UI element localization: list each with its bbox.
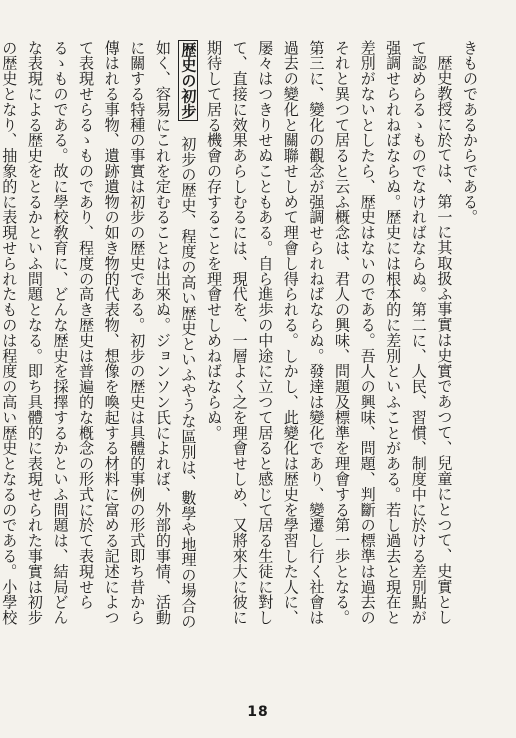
section-elementary-history xyxy=(0,40,200,640)
section-text: 初步の歴史、程度の高い歴史といふやうな區別は、數學や地理の場合の如く、容易にこれを定むることは出來ぬ。ジョンソン氏によれば、外部的事情、活動に關する特種の事實は初步の歴史である。初步の歴史は具體的事例の形式即ち昔から傳はれる事物、遺跡遺物の如き物的代表物、想像を喚起する材料に富める記述によつて表現せらるゝものであり、程度の高き歴史は普遍的な槪念の形式に於て表現せらるゝものである。故に學校敎育に、どんな歴史を採擇するかといふ問題は、結局どんな表現による歴史をとるかといふ問題となる。即ち具體的に表現せられた事實は初步の歴史となり、抽象的に表現せられたものは程度の高い歴史となるのである。小學校 xyxy=(0,40,198,629)
paragraph-history-teaching: 歴史教授に於ては、第一に其取扱ふ事實は史實であつて、兒童にとつて、史實として認めらるゝものでなければならぬ。第二に、人民、習慣、制度中に於ける差別點が强調せられねばならぬ。歴史には根本的に差別といふことがある。若し過去と現在と差別がないとしたら、歴史はないのである。吾人の興味、問題、判斷の標準は過去のそれと異つて居ると云ふ概念は、君人の興味、問題及標準を理會する第一歩となる。第三に、變化の觀念が强調せられねばならぬ。發達は變化であり、變遷し行く社會は過去の變化と關聯せしめて理會し得られる。しかし、此變化は歴史を學習した人に、屡々はつきりせぬこともある。自ら進歩の中途に立つて居ると感じて居る生徒に對して、直接に效果あらしむるには、現代を、一層よく之を理會せしめ、又將來大に彼に期待して居る機會の存することを理會せしめねばならぬ。 xyxy=(205,40,454,626)
body-text xyxy=(0,40,482,640)
page-number: 18 xyxy=(247,704,269,720)
paragraph-continuation: きものであるからである。 xyxy=(461,40,479,225)
section-heading: 歴史の初步 xyxy=(179,42,198,119)
